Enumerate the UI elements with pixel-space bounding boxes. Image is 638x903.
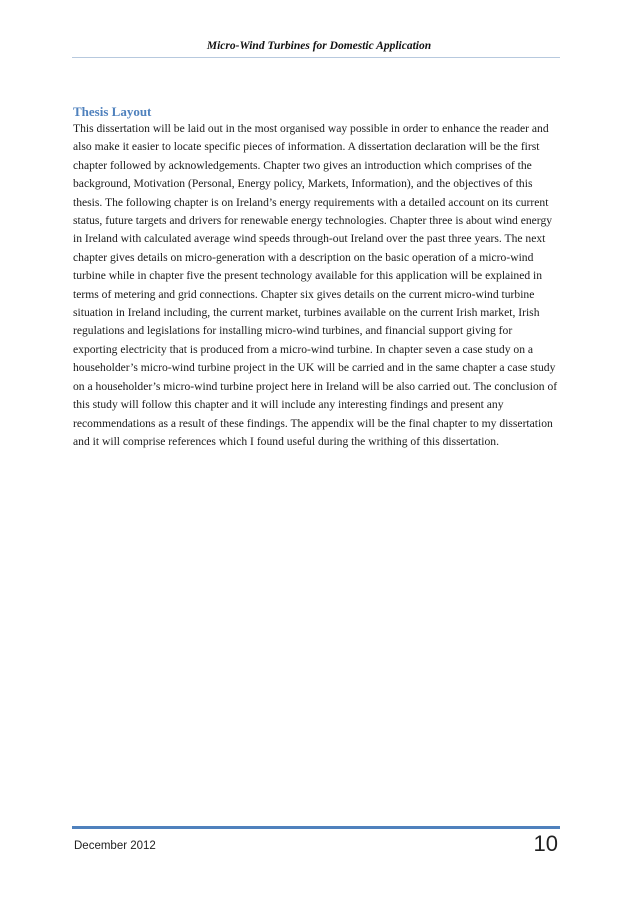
page-number: 10 <box>533 831 558 856</box>
footer-divider <box>72 826 560 829</box>
header-divider <box>72 57 560 58</box>
section-body-paragraph: This dissertation will be laid out in the most organised way possible in order to enhance the reader and also make it easier to locate specific pieces of information. A dissertation declaration will be the first chapter followed by acknowledgements. Chapter two gives an introduction which comprises of the background, Motivation (Personal, Energy policy, Markets, Information), and the objectives of this thesis. The following chapter is on Ireland’s energy requirements with a detailed account on its current status, future targets and drivers for renewable energy technologies. Chapter three is about wind energy in Ireland with calculated average wind speeds through-out Ireland over the past three years. The next chapter gives details on micro-generation with a description on the basic operation of a micro-wind turbine while in chapter five the present technology available for this application will be explained in terms of metering and grid connections. Chapter six gives details on the current micro-wind turbine situation in Ireland including, the current market, turbines available on the current Irish market, Irish regulations and legislations for installing micro-wind turbines, and financial support giving for exporting electricity that is produced from a micro-wind turbine. In chapter seven a case study on a householder’s micro-wind turbine project in the UK will be carried and in the same chapter a case study on a householder’s micro-wind turbine project here in Ireland will be also carried out. The conclusion of this study will follow this chapter and it will include any interesting findings and present any recommendations as a result of these findings. The appendix will be the final chapter to my dissertation and it will comprise references which I found useful during the writhing of this dissertation. <box>73 122 558 448</box>
running-header-title: Micro-Wind Turbines for Domestic Application <box>206 40 432 52</box>
section-heading: Thesis Layout <box>73 104 152 119</box>
footer-date: December 2012 <box>74 840 156 852</box>
